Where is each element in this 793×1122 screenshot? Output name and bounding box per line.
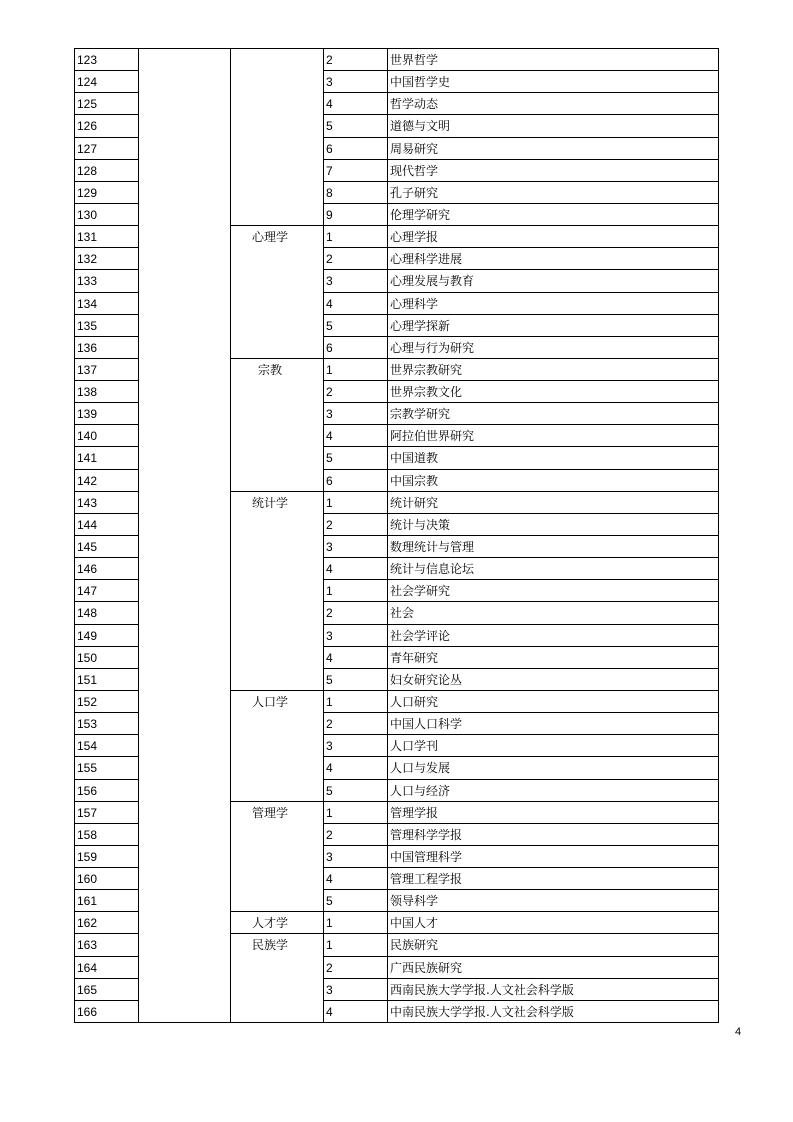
row-number: 138 [77, 385, 98, 400]
sub-number: 4 [326, 429, 333, 444]
sub-number: 3 [326, 75, 333, 90]
category-label [231, 868, 323, 890]
journal-title: 管理工程学报 [390, 872, 463, 887]
journal-title: 道德与文明 [390, 119, 451, 134]
journal-title: 中国人才 [390, 916, 439, 931]
row-number: 125 [77, 97, 98, 112]
row-number: 127 [77, 141, 98, 156]
journal-title: 青年研究 [390, 650, 439, 665]
category-label [231, 514, 323, 536]
category-label [231, 381, 323, 403]
journal-title: 统计与信息论坛 [390, 562, 475, 577]
journal-title: 领导科学 [390, 894, 439, 909]
journal-title: 广西民族研究 [390, 960, 463, 975]
sub-number: 5 [326, 451, 333, 466]
row-number: 164 [77, 960, 98, 975]
sub-number: 4 [326, 1004, 333, 1019]
journal-title: 世界哲学 [390, 53, 439, 67]
category-label [231, 293, 323, 315]
row-number: 166 [77, 1004, 98, 1019]
category-label [231, 602, 323, 624]
category-label [231, 1001, 323, 1023]
category-label [231, 824, 323, 846]
journal-title: 心理发展与教育 [390, 274, 475, 289]
category-label [231, 49, 323, 71]
category-label [231, 337, 323, 359]
sub-number: 2 [326, 717, 333, 732]
row-number: 135 [77, 318, 98, 333]
sub-number: 2 [326, 827, 333, 842]
row-number: 150 [77, 650, 98, 665]
category-label [231, 315, 323, 337]
row-number: 153 [77, 717, 98, 732]
row-number: 136 [77, 340, 98, 355]
journal-title: 管理学报 [390, 805, 439, 820]
category-label [231, 182, 323, 204]
sub-number: 4 [326, 761, 333, 776]
sub-number: 4 [326, 97, 333, 112]
journal-title: 心理科学进展 [390, 252, 463, 267]
row-number: 142 [77, 473, 98, 488]
row-number: 165 [77, 982, 98, 997]
row-number: 139 [77, 407, 98, 422]
category-label [231, 447, 323, 469]
journal-title: 人口与经济 [390, 783, 451, 798]
sub-number: 5 [326, 783, 333, 798]
category-label [231, 138, 323, 160]
row-number: 140 [77, 429, 98, 444]
category-label [231, 115, 323, 137]
sub-number: 6 [326, 340, 333, 355]
sub-number: 5 [326, 119, 333, 134]
journal-title: 心理学报 [390, 230, 439, 245]
sub-number: 1 [326, 805, 333, 820]
sub-number: 3 [326, 274, 333, 289]
journal-title: 周易研究 [390, 141, 439, 156]
category-label [231, 425, 323, 447]
journal-title: 伦理学研究 [390, 207, 451, 222]
journal-title: 中国人口科学 [390, 717, 463, 732]
journal-title: 中国宗教 [390, 473, 439, 488]
category-label: 民族学 [251, 938, 288, 953]
sub-number: 1 [326, 230, 333, 245]
sub-number: 3 [326, 540, 333, 554]
row-number: 152 [77, 694, 98, 709]
category-label [231, 625, 323, 647]
row-number: 145 [77, 540, 98, 554]
row-number: 146 [77, 562, 98, 577]
sub-number: 4 [326, 650, 333, 665]
row-number: 162 [77, 916, 98, 931]
row-number: 151 [77, 672, 98, 687]
sub-number: 4 [326, 296, 333, 311]
sub-number: 5 [326, 894, 333, 909]
journal-title: 现代哲学 [390, 163, 439, 178]
journal-title: 数理统计与管理 [390, 540, 475, 554]
category-label [231, 979, 323, 1001]
category-label [231, 160, 323, 182]
category-label [231, 403, 323, 425]
category-label [231, 890, 323, 912]
category-label [231, 757, 323, 779]
category-label [231, 713, 323, 735]
row-number: 159 [77, 849, 98, 864]
sub-number: 2 [326, 385, 333, 400]
journal-title: 社会学评论 [390, 628, 451, 643]
category-label [231, 846, 323, 868]
row-number: 134 [77, 296, 98, 311]
category-label [231, 780, 323, 802]
journal-title: 民族研究 [390, 938, 439, 953]
category-label [231, 248, 323, 270]
journal-title: 人口研究 [390, 694, 439, 709]
category-label: 统计学 [251, 495, 288, 510]
journal-table [74, 48, 719, 1022]
journal-title: 世界宗教文化 [390, 385, 463, 400]
sub-number: 1 [326, 916, 333, 931]
sub-number: 1 [326, 584, 333, 599]
row-number: 163 [77, 938, 98, 953]
sub-number: 2 [326, 252, 333, 267]
row-number: 126 [77, 119, 98, 134]
category-label [231, 735, 323, 757]
journal-title: 中国道教 [390, 451, 439, 466]
row-number: 149 [77, 628, 98, 643]
sub-number: 2 [326, 606, 333, 621]
journal-title: 社会 [390, 606, 415, 621]
row-number: 124 [77, 75, 98, 90]
journal-title: 哲学动态 [390, 97, 439, 112]
row-number: 141 [77, 451, 98, 466]
sub-number: 3 [326, 849, 333, 864]
category-label [231, 558, 323, 580]
sub-number: 6 [326, 473, 333, 488]
category-label [231, 536, 323, 558]
sub-number: 6 [326, 141, 333, 156]
journal-title: 人口与发展 [390, 761, 451, 776]
row-number: 158 [77, 827, 98, 842]
journal-title: 孔子研究 [390, 185, 439, 200]
sub-number: 1 [326, 694, 333, 709]
row-number: 156 [77, 783, 98, 798]
sub-number: 3 [326, 628, 333, 643]
category-label [231, 470, 323, 492]
row-number: 130 [77, 207, 98, 222]
page-number: 4 [735, 1026, 742, 1038]
journal-title: 宗教学研究 [390, 407, 451, 422]
category-label [231, 93, 323, 115]
row-number: 160 [77, 872, 98, 887]
journal-title: 统计与决策 [390, 517, 451, 532]
category-label [231, 580, 323, 602]
category-label [231, 204, 323, 226]
category-label [231, 270, 323, 292]
sub-number: 1 [326, 938, 333, 953]
sub-number: 8 [326, 185, 333, 200]
sub-number: 2 [326, 960, 333, 975]
category-label: 人口学 [251, 694, 288, 709]
journal-title: 中南民族大学学报.人文社会科学版 [390, 1004, 574, 1019]
journal-title: 妇女研究论丛 [390, 672, 463, 687]
journal-title: 世界宗教研究 [390, 362, 463, 377]
row-number: 123 [77, 53, 98, 67]
row-number: 129 [77, 185, 98, 200]
sub-number: 5 [326, 318, 333, 333]
sub-number: 2 [326, 53, 333, 67]
sub-number: 7 [326, 163, 333, 178]
category-label: 管理学 [251, 805, 288, 820]
journal-title: 阿拉伯世界研究 [390, 429, 475, 444]
row-number: 155 [77, 761, 98, 776]
category-label: 心理学 [251, 230, 288, 245]
row-number: 147 [77, 584, 98, 599]
category-label: 人才学 [251, 916, 288, 931]
journal-title: 西南民族大学学报.人文社会科学版 [390, 982, 574, 997]
category-label [231, 647, 323, 669]
row-number: 161 [77, 894, 98, 909]
journal-title: 心理科学 [390, 296, 439, 311]
sub-number: 3 [326, 739, 333, 754]
category-label [231, 957, 323, 979]
sub-number: 5 [326, 672, 333, 687]
sub-number: 3 [326, 407, 333, 422]
category-label [231, 71, 323, 93]
row-number: 148 [77, 606, 98, 621]
journal-title: 管理科学学报 [390, 827, 463, 842]
sub-number: 4 [326, 872, 333, 887]
sub-number: 2 [326, 517, 333, 532]
journal-title: 心理学探新 [390, 318, 451, 333]
row-number: 154 [77, 739, 98, 754]
journal-title: 社会学研究 [390, 584, 451, 599]
category-label [231, 669, 323, 691]
row-number: 128 [77, 163, 98, 178]
row-number: 157 [77, 805, 98, 820]
sub-number: 1 [326, 495, 333, 510]
row-number: 137 [77, 362, 98, 377]
journal-title: 中国哲学史 [390, 75, 451, 90]
row-number: 131 [77, 230, 98, 245]
journal-title: 心理与行为研究 [390, 340, 475, 355]
journal-title: 人口学刊 [390, 739, 439, 754]
row-number: 133 [77, 274, 98, 289]
row-number: 143 [77, 495, 98, 510]
sub-number: 3 [326, 982, 333, 997]
row-number: 144 [77, 517, 98, 532]
sub-number: 9 [326, 207, 333, 222]
sub-number: 1 [326, 362, 333, 377]
category-label: 宗教 [257, 362, 282, 377]
journal-title: 中国管理科学 [390, 849, 463, 864]
row-number: 132 [77, 252, 98, 267]
journal-title: 统计研究 [390, 495, 439, 510]
sub-number: 4 [326, 562, 333, 577]
